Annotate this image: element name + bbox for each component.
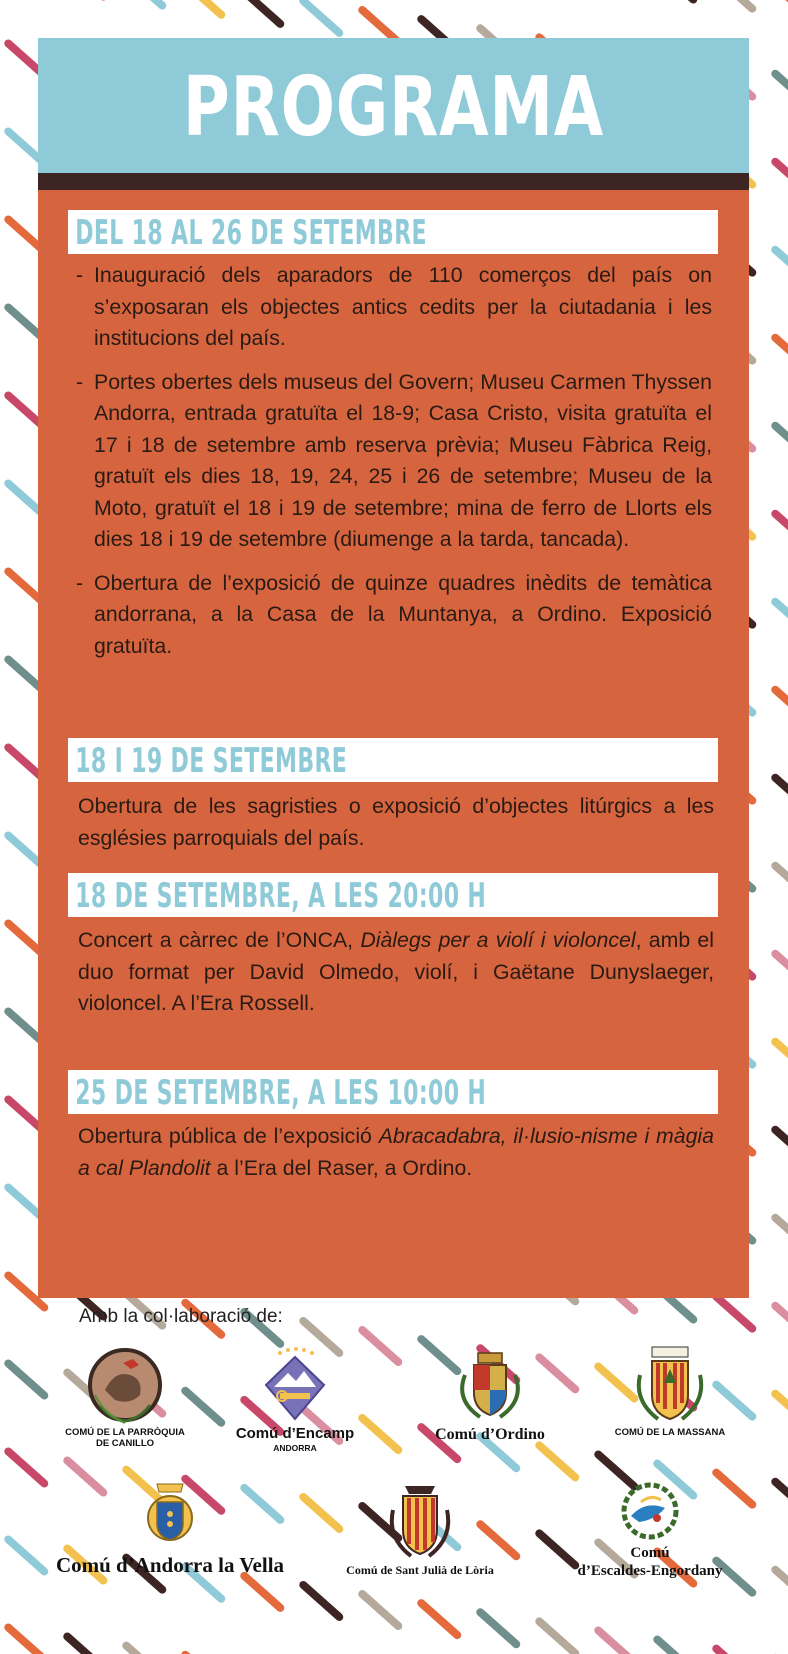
list-item: - Portes obertes dels museus del Govern; Museu Carmen Thyssen Andorra, entrada gratuïta el 18-9; Casa Cristo, visita gratuïta el 17 i 18 de setembre amb reserva prèvia; Museu Fàbrica Reig, gratuït els dies 18, 19, 24, 25 i 26 de setembre; Museu de la Moto, gratuït el 18 i 19 de setembre; mina de ferro de Llorts els dies 18 i 19 de setembre (diumenge a la tarda, tancada). [76,369,712,551]
decorative-stripe [8,1451,44,1483]
decorative-stripe [716,1649,752,1654]
decorative-stripe [421,1603,457,1635]
decorative-stripe [8,1363,44,1395]
section-heading-4 [68,1070,718,1114]
decorative-stripe [67,1637,103,1654]
section-heading-3 [68,873,718,917]
massana-crest-icon [630,1345,710,1427]
decorative-stripe [775,74,788,106]
decorative-stripe [775,690,788,722]
decorative-stripe [775,1306,788,1338]
page-title: PROGRAMA [182,60,605,155]
decorative-stripe [716,1297,752,1329]
section-body-4: Obertura pública de l’exposició Abracadabra, il·lusio-nisme i màgia a cal Plandolit a l’Era del Raser, a Ordino. [78,1124,715,1180]
title-divider [38,173,749,190]
collaboration-label: Amb la col·laboració de: [79,1306,283,1327]
decorative-stripe [775,1482,788,1514]
canillo-seal-icon [85,1345,165,1427]
section-heading-text: 18 DE SETEMBRE, A LES 20:00 H [75,876,487,916]
section-heading-text: 18 I 19 DE SETEMBRE [75,741,348,781]
decorative-stripe [775,162,788,194]
decorative-stripe [775,426,788,458]
decorative-stripe [775,250,788,282]
ordino-crest-icon [450,1345,530,1425]
decorative-stripe [775,514,788,546]
logo-canillo: COMÚ DE LA PARRÒQUIA DE CANILLO [55,1345,195,1449]
decorative-stripe [126,0,162,6]
decorative-stripe [775,1130,788,1162]
section-heading-1 [68,210,718,254]
logo-encamp: Comú d’Encamp ANDORRA [230,1345,360,1454]
section-body-3: Concert a càrrec de l’ONCA, Diàlegs per a violí i violoncel, amb el duo format per David Olmedo, violí, i Gaëtane Dunyslaeger, violoncel. A l’Era Rossell. [78,928,714,1015]
decorative-stripe [598,1630,634,1654]
decorative-stripe [775,1042,788,1074]
decorative-stripe [775,1570,788,1602]
decorative-stripe [775,602,788,634]
decorative-stripe [539,1445,575,1477]
decorative-stripe [126,1646,162,1654]
decorative-stripe [362,1418,398,1450]
section-body-1 [76,260,712,674]
decorative-stripe [775,1394,788,1426]
sant-julia-crest-icon [385,1480,455,1562]
decorative-stripe [775,338,788,370]
program-panel [38,190,749,1298]
decorative-stripe [480,1612,516,1644]
list-item: - Inauguració dels aparadors de 110 comerços del país on s’exposaran els objectes antics cedits per la ciutadania i les institucions del país. [76,263,712,350]
encamp-shield-icon [260,1345,330,1425]
decorative-stripe [775,866,788,898]
decorative-stripe [303,1,339,33]
logo-escaldes-engordany: Comú d’Escaldes-Engordany [555,1478,745,1580]
logo-ordino: Comú d’Ordino [425,1345,555,1445]
logo-andorra-la-vella: Comú d’Andorra la Vella [45,1478,295,1578]
section-heading-text: DEL 18 AL 26 DE SETEMBRE [75,213,427,253]
decorative-stripe [8,1627,44,1654]
decorative-stripe [716,0,752,9]
title-band [38,38,749,173]
decorative-stripe [775,1218,788,1250]
section-body-2: Obertura de les sagristies o exposició d’objectes litúrgics a les esglésies parroquials del país. [78,794,714,850]
decorative-stripe [775,0,788,18]
decorative-stripe [8,1539,44,1571]
decorative-stripe [244,1576,280,1608]
decorative-stripe [244,0,280,24]
decorative-stripe [775,954,788,986]
section-heading-text: 25 DE SETEMBRE, A LES 10:00 H [75,1073,487,1113]
decorative-stripe [185,0,221,15]
decorative-stripe [657,1640,693,1654]
list-item: - Obertura de l’exposició de quinze quadres inèdits de temàtica andorrana, a la Casa de la Muntanya, a Ordino. Exposició gratuïta. [76,570,712,658]
decorative-stripe [362,1330,398,1362]
escaldes-logo-icon [617,1478,683,1544]
logo-sant-julia-de-loria: Comú de Sant Julià de Lòria [320,1480,520,1578]
andorra-la-vella-crest-icon [143,1478,197,1548]
section-heading-2 [68,738,718,782]
logo-la-massana: COMÚ DE LA MASSANA [600,1345,740,1438]
decorative-stripe [539,1621,575,1653]
decorative-stripe [775,778,788,810]
decorative-stripe [303,1585,339,1617]
decorative-stripe [362,1594,398,1626]
